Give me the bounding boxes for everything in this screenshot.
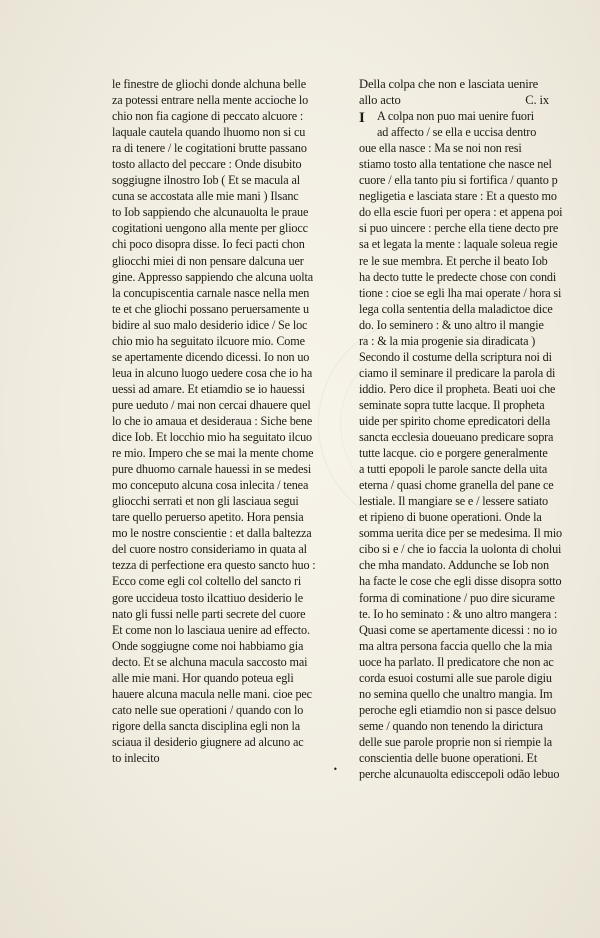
left-text-line-13: gine. Appresso sappiendo che alcuna uolta bbox=[112, 269, 313, 284]
left-text-line-10: cogitationi uengono alla mente per gliocc bbox=[112, 221, 308, 236]
right-text-line-12: do. Io seminero : & uno altro il mangie bbox=[359, 317, 544, 332]
left-text-line-16: bidire al suo malo desiderio idice / Se loc bbox=[112, 317, 308, 332]
right-text-line-26: cibo si e / che io faccia la uolonta di cholui bbox=[359, 542, 562, 557]
left-text-line-15: te et che gliochi possano peruersamente u bbox=[112, 301, 309, 316]
right-text-line-5: do ella escie fuori per opera : et appena poi bbox=[359, 205, 563, 220]
right-text-line-39: conscientia delle buone operationi. Et bbox=[359, 750, 538, 765]
chapter-number: C. ix bbox=[525, 93, 549, 108]
initial-line-2: ad affecto / se ella e uccisa dentro bbox=[377, 125, 537, 140]
right-text-line-35: no semina quello che unaltro mangia. Im bbox=[359, 686, 553, 701]
left-text-line-40: cato nelle sue operationi / quando con lo bbox=[112, 702, 304, 717]
right-text-line-16: iddio. Pero dice il propheta. Beati uoi che bbox=[359, 381, 556, 396]
left-text-line-8: cuna se accostata alle mie mani ) Ilsanc bbox=[112, 189, 299, 204]
left-text-line-6: tosto allacto del peccare : Onde disubito bbox=[112, 157, 302, 172]
left-text-line-4: laquale cautela quando lhuomo non si cu bbox=[112, 125, 306, 140]
left-text-line-36: Onde soggiugne come noi habbiamo gia bbox=[112, 638, 304, 653]
right-text-line-37: seme / quando non tenendo la dirictura bbox=[359, 718, 543, 733]
right-text-line-24: et ripieno di buone operationi. Onde la bbox=[359, 510, 542, 525]
left-text-column bbox=[112, 76, 344, 766]
right-text-line-18: uide per spirito chome epredicatori della bbox=[359, 413, 551, 428]
right-text-line-22: eterna / quasi chome granella del pane ce bbox=[359, 478, 554, 493]
left-text-line-29: mo le nostre conscientie : et dalla baltezza bbox=[112, 526, 312, 541]
left-text-line-20: uessi ad amare. Et etiamdio se io hauessi bbox=[112, 381, 305, 396]
left-text-line-26: mo conceputo alcuna cosa inlecita / tenea bbox=[112, 478, 309, 493]
right-text-line-30: te. Io ho seminato : & uno altro mangera : bbox=[359, 606, 558, 621]
left-text-line-7: soggiugne ilnostro Iob ( Et se macula al bbox=[112, 173, 300, 188]
left-text-line-25: pure dhuomo carnale hauessi in se medesi bbox=[112, 462, 312, 477]
left-text-line-1: le finestre de gliochi donde alchuna belle bbox=[112, 77, 307, 91]
right-text-line-25: somma uerita dice per se medesima. Il mio bbox=[359, 526, 563, 541]
left-text-line-33: gore uccideua tosto ilcattiuo desiderio le bbox=[112, 590, 304, 605]
left-text-line-31: tezza di perfectione era questo sancto huo : bbox=[112, 558, 316, 573]
right-text-line-3: cuore / ella tanto piu si fortifica / quanto p bbox=[359, 173, 558, 188]
left-text-line-28: tare quello peruerso apetito. Hora pensia bbox=[112, 510, 304, 525]
right-text-line-7: sa et legata la mente : laquale soleua regie bbox=[359, 237, 558, 252]
right-text-line-20: tutte lacque. cio e porgere generalmente bbox=[359, 446, 548, 461]
left-text-line-22: lo che io amaua et desideraua : Siche bene bbox=[112, 413, 313, 428]
left-text-line-14: la concupiscentia carnale nasce nella men bbox=[112, 285, 310, 300]
left-text-line-34: nato gli fussi nelle parti secrete del cuore bbox=[112, 606, 306, 621]
initial-block bbox=[359, 108, 595, 140]
left-text-line-42: sciaua il desiderio giugnere ad alcuno ac bbox=[112, 734, 304, 749]
left-text-line-11: chi poco disopra disse. Io feci pacti chon bbox=[112, 237, 305, 252]
left-text-line-9: to Iob sappiendo che alcunauolta le praue bbox=[112, 205, 309, 220]
right-text-line-36: peroche egli etiamdio non si pasce delsuo bbox=[359, 702, 556, 717]
chapter-heading-row bbox=[359, 92, 595, 108]
chapter-heading-line-1: Della colpa che non e lasciata uenire bbox=[359, 77, 539, 91]
right-text-line-31: Quasi come se apertamente dicessi : no io bbox=[359, 622, 557, 637]
drop-initial: I bbox=[359, 110, 365, 127]
left-text-line-17: chio mio ha seguitato ilcuore mio. Come bbox=[112, 333, 305, 348]
left-text-line-3: chio non fia cagione di peccato alcuore : bbox=[112, 109, 304, 124]
left-text-line-27: gliocchi serrati et non gli lasciaua segui bbox=[112, 494, 299, 509]
left-text-line-12: gliocchi miei di non pensare dalcuna uer bbox=[112, 253, 304, 268]
right-text-line-28: ha facte le cose che egli disse disopra sotto bbox=[359, 574, 562, 589]
left-text-line-41: rigore della sancta disciplina egli non la bbox=[112, 718, 300, 733]
right-text-line-2: stiamo tosto alla tentatione che nasce nel bbox=[359, 157, 552, 172]
right-text-line-32: ma altra persona faccia quello che la mia bbox=[359, 638, 553, 653]
right-text-line-27: che mha mandato. Addunche se Iob non bbox=[359, 558, 549, 573]
left-text-line-38: alle mie mani. Hor quando poteua egli bbox=[112, 670, 294, 685]
initial-line-1: A colpa non puo mai uenire fuori bbox=[377, 109, 534, 124]
left-text-line-23: dice Iob. Et locchio mio ha seguitato ilcuo bbox=[112, 430, 313, 445]
right-text-line-13: ra : & la mia progenie sia diradicata ) bbox=[359, 333, 536, 348]
right-text-line-21: a tutti epopoli le parole sancte della uita bbox=[359, 462, 548, 477]
left-text-line-2: za potessi entrare nella mente accioche lo bbox=[112, 93, 309, 108]
left-text-line-5: ra di tenere / le cogitationi brutte passano bbox=[112, 141, 307, 156]
right-text-line-15: ciamo il seminare il predicare la parola di bbox=[359, 365, 556, 380]
left-text-line-30: del cuore nostro consideriamo in quata al bbox=[112, 542, 307, 557]
right-text-line-38: delle sue parole proprie non si riempie la bbox=[359, 734, 553, 749]
left-text-line-43: to inlecito bbox=[112, 750, 160, 765]
right-text-line-4: negligetia e lasciata stare : Et a questo mo bbox=[359, 189, 557, 204]
right-text-column bbox=[359, 76, 595, 782]
right-text-line-33: uoce ha parlato. Il predicatore che non ac bbox=[359, 654, 554, 669]
left-text-line-24: re mio. Impero che se mai la mente chome bbox=[112, 446, 314, 461]
left-text-line-37: decto. Et se alchuna macula saccosto mai bbox=[112, 654, 308, 669]
right-text-line-19: sancta ecclesia doueuano predicare sopra bbox=[359, 430, 554, 445]
right-text-line-34: corda esuoi costumi alle sue parole digiu bbox=[359, 670, 552, 685]
right-text-line-11: lega colla sententia della maladictoe dice bbox=[359, 301, 553, 316]
left-text-line-32: Ecco come egli col coltello del sancto ri bbox=[112, 574, 302, 589]
right-text-line-6: si puo uincere : perche ella tiene decto pre bbox=[359, 221, 559, 236]
right-text-line-1: oue ella nasce : Ma se noi non resi bbox=[359, 141, 522, 156]
right-text-line-17: seminate sopra tutte lacque. Il propheta bbox=[359, 397, 545, 412]
right-text-line-14: Secondo il costume della scriptura noi di bbox=[359, 349, 552, 364]
right-text-line-10: tione : cioe se egli lha mai operate / hora si bbox=[359, 285, 562, 300]
right-text-line-29: forma di cominatione / puo dire sicurame bbox=[359, 590, 555, 605]
margin-dot: • bbox=[333, 765, 338, 774]
left-text-line-19: leua in alcuno luogo uedere cosa che io ha bbox=[112, 365, 313, 380]
right-text-line-9: ha decto tutte le predecte chose con condi bbox=[359, 269, 557, 284]
left-text-line-39: hauere alcuna macula nelle mani. cioe pec bbox=[112, 686, 312, 701]
left-text-line-18: se apertamente dicendo dicessi. Io non uo bbox=[112, 349, 310, 364]
right-body-text bbox=[359, 140, 595, 782]
right-text-line-40: perche alcunauolta edisccepoli odão lebuo bbox=[359, 767, 560, 782]
chapter-heading-line-2: allo acto bbox=[359, 93, 401, 108]
left-text-line-35: Et come non lo lasciaua uenire ad effecto. bbox=[112, 622, 310, 637]
right-text-line-8: re le sue membra. Et perche il beato Iob bbox=[359, 253, 548, 268]
right-text-line-23: lestiale. Il mangiare se e / lessere satiato bbox=[359, 494, 548, 509]
left-text-line-21: pure ueduto / mai non cercai dhauere quel bbox=[112, 397, 311, 412]
